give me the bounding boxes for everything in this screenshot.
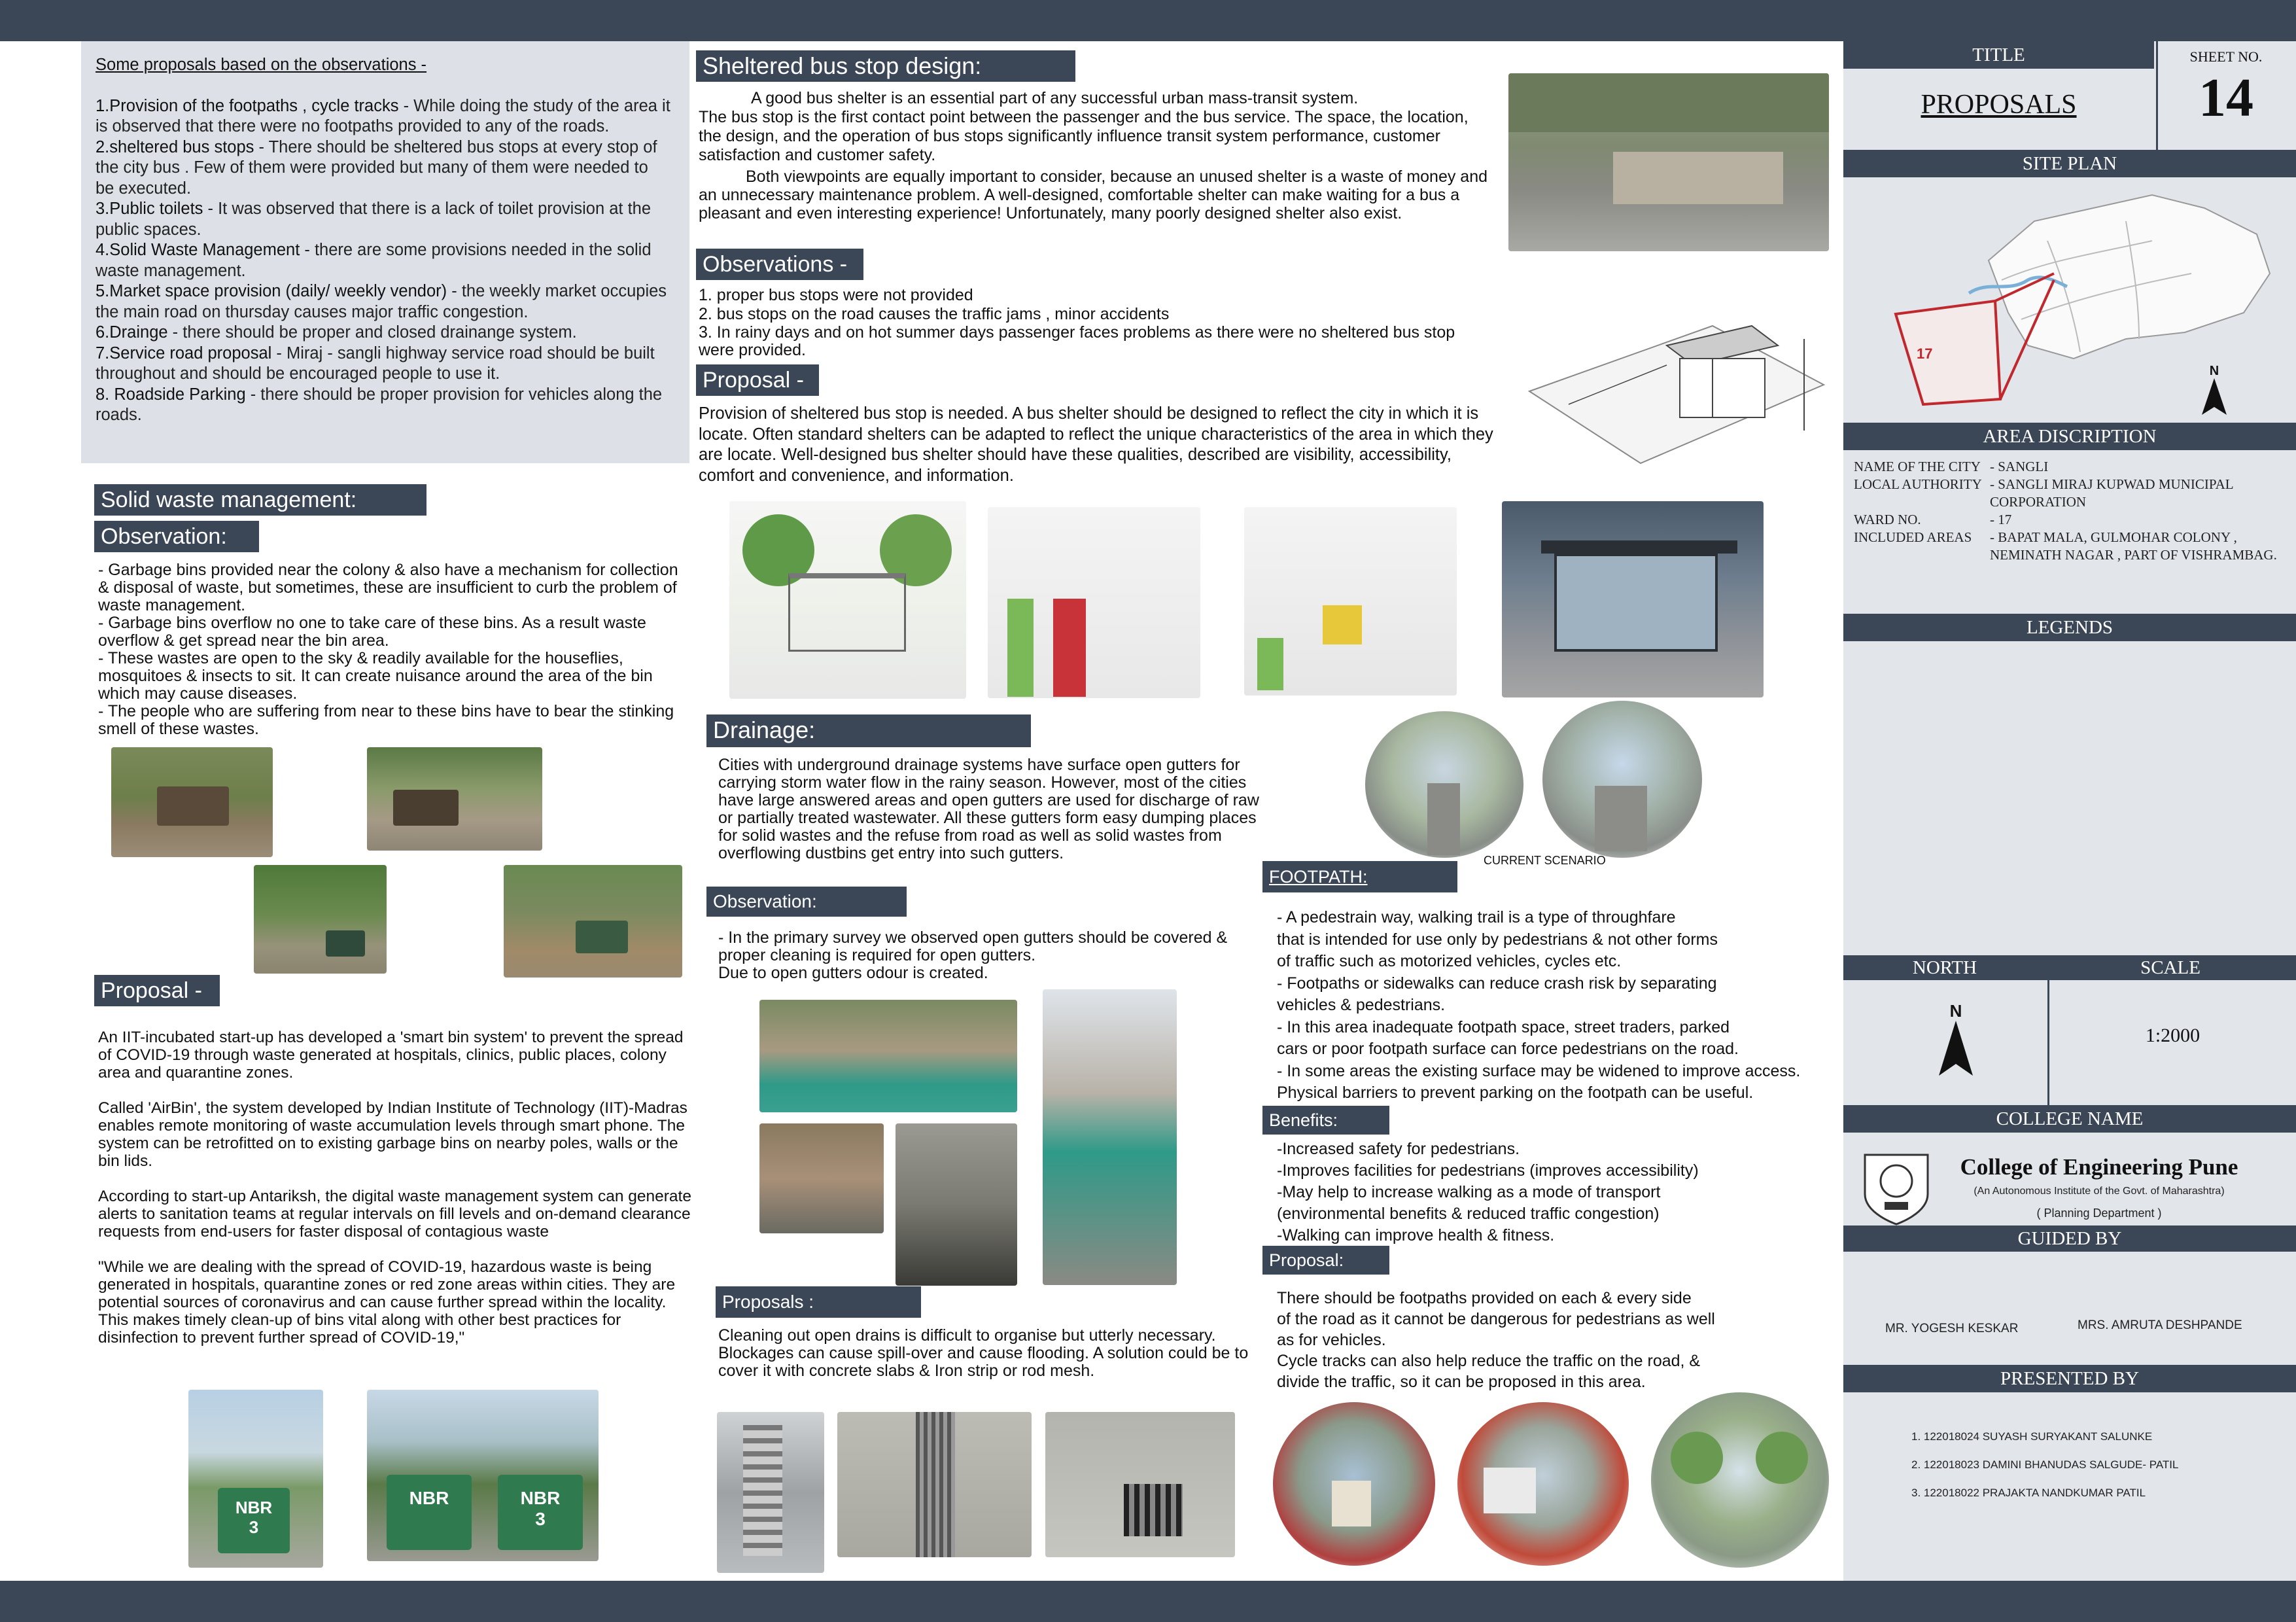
area-value: - SANGLI MIRAJ KUPWAD MUNICIPAL CORPORATION — [1990, 476, 2233, 510]
footpath-proposal-photo-2 — [1457, 1402, 1629, 1566]
intro-item-title: 8. Roadside Parking — [96, 385, 246, 404]
sheet-no-label: SHEET NO. — [2189, 48, 2263, 65]
benefit-line: -Improves facilities for pedestrians (improves accessibility) — [1277, 1161, 1699, 1180]
intro-item-text: - there should be proper provision for vehicles along the roads. — [96, 385, 663, 424]
presented-by-label: PRESENTED BY — [2000, 1368, 2139, 1389]
bus-design-image-4 — [1502, 501, 1764, 697]
intro-item-title: 1.Provision of the footpaths , cycle tracks — [96, 96, 399, 115]
student: 2. 122018023 DAMINI BHANUDAS SALGUDE- PATIL — [1911, 1458, 2179, 1471]
smart-bin-photo-1 — [188, 1390, 323, 1568]
benefit-line: -May help to increase walking as a mode of transport — [1277, 1183, 1661, 1201]
drainage-title: Drainage: — [706, 714, 1031, 747]
bus-design-image-2 — [988, 507, 1200, 698]
bin-label: NBR — [520, 1488, 561, 1508]
swm-obs-line: - These wastes are open to the sky & readily available for the houseflies, mosquitoes & insects to sit. It can create nuisance around the area of the bin which may cause diseases. — [98, 649, 653, 703]
intro-item-title: 2.sheltered bus stops — [96, 137, 254, 156]
current-scenario-caption: CURRENT SCENARIO — [1484, 854, 1606, 867]
area-description-label: AREA DISCRIPTION — [1983, 426, 2157, 447]
bus-intro-text — [699, 89, 1490, 222]
area-row — [1854, 458, 2292, 476]
benefit-line: -Increased safety for pedestrians. — [1277, 1140, 1520, 1158]
guide-1: MR. YOGESH KESKAR — [1885, 1322, 2019, 1335]
students-list — [1911, 1422, 2291, 1507]
sheet-title: PROPOSALS — [1921, 90, 2077, 120]
footpath-title — [1262, 861, 1457, 892]
area-key: NAME OF THE CITY — [1854, 459, 1981, 474]
college-name: College of Engineering Pune — [1960, 1154, 2238, 1180]
footpath-proposal-text — [1277, 1288, 1839, 1392]
drainage-obs-line: - In the primary survey we observed open gutters should be covered & proper cleaning is required for open gutters. — [718, 928, 1228, 964]
guided-by-header — [1843, 1225, 2296, 1252]
college-subtitle: (An Autonomous Institute of the Govt. of Maharashtra) — [1974, 1186, 2225, 1197]
intro-item — [96, 240, 671, 281]
bus-title: Sheltered bus stop design: — [696, 50, 1075, 82]
footpath-prop-line: Cycle tracks can also help reduce the traffic on the road, & — [1277, 1352, 1701, 1370]
swm-prop-para: "While we are dealing with the spread of COVID-19, hazardous waste is being generated in hospitals, quarantine zones or red zone areas within cities. They are potential sources of coronavirus and can cause further spread within the locality. This makes timely clean-up of bins vital along with other best practices for disinfection to prevent further spread of COVID-19," — [98, 1258, 676, 1347]
intro-item-text: - Miraj - sangli highway service road should be built throughout and should be encouraged people to use it. — [96, 344, 655, 383]
swm-observation-text — [98, 561, 687, 738]
north-arrow-icon — [2198, 378, 2231, 415]
garbage-photo-3 — [254, 865, 387, 974]
garbage-photo-1 — [111, 747, 273, 857]
bus-para-1: A good bus shelter is an essential part of any successful urban mass-transit system. — [751, 89, 1359, 107]
current-scenario-photo-1 — [1365, 711, 1523, 858]
bus-stop-photo — [1508, 73, 1829, 251]
intro-item — [96, 96, 671, 137]
ward-label: 17 — [1917, 345, 1933, 362]
intro-item — [96, 199, 671, 240]
bus-obs-line: 3. In rainy days and on hot summer days passenger faces problems as there were no sheltered bus stop were provided. — [699, 323, 1455, 359]
swm-obs-line: - Garbage bins provided near the colony & also have a mechanism for collection & disposal of waste, but sometimes, these are insufficient to curb the problem of waste management. — [98, 561, 678, 614]
footpath-line: that is intended for use only by pedestrians & not other forms — [1277, 930, 1718, 949]
student: 3. 122018022 PRAJAKTA NANDKUMAR PATIL — [1911, 1487, 2146, 1499]
north-label: NORTH — [1912, 957, 1977, 978]
gutter-photo-1 — [759, 1000, 1017, 1112]
legends-header — [1843, 614, 2296, 641]
site-plan-label: SITE PLAN — [2022, 153, 2117, 174]
intro-item — [96, 344, 671, 385]
gutter-photo-4 — [896, 1123, 1017, 1286]
area-key: INCLUDED AREAS — [1854, 529, 1972, 545]
bin-number: 3 — [535, 1509, 546, 1529]
footpath-line: vehicles & pedestrians. — [1277, 996, 1446, 1014]
gutter-photo-3 — [759, 1123, 884, 1233]
bus-observations-text — [699, 286, 1477, 359]
north-scale-header — [1843, 955, 2296, 980]
footpath-prop-line: There should be footpaths provided on each & every side — [1277, 1289, 1692, 1307]
north-letter: N — [1949, 1001, 1962, 1021]
footpath-line: of traffic such as motorized vehicles, cycles etc. — [1277, 952, 1622, 970]
bin-label: NBR — [235, 1498, 273, 1517]
bus-prop-para: Provision of sheltered bus stop is needed. A bus shelter should be designed to reflect the city in which it is locate. Often standard shelters can be adapted to reflect the unique characteristics of the area in which they are locate. Well-designed bus shelter should have these qualities, described are visibility, accessibility, comfort and convenience, and information. — [699, 404, 1493, 485]
footpath-line: cars or poor footpath surface can force pedestrians on the road. — [1277, 1040, 1739, 1058]
current-scenario-photo-2 — [1542, 701, 1702, 858]
intro-item — [96, 385, 671, 426]
intro-item-title: 7.Service road proposal — [96, 344, 272, 362]
drainage-obs-line: Due to open gutters odour is created. — [718, 964, 988, 982]
drainage-prop-para: Cleaning out open drains is difficult to organise but utterly necessary. Blockages can cause spill-over and cause flooding. A solution could be to cover it with concrete slabs & Iron strip or rod mesh. — [718, 1326, 1249, 1380]
area-row — [1854, 511, 2292, 529]
intro-item-text: - the weekly market occupies the main road on thursday causes major traffic congestion. — [96, 282, 667, 321]
drainage-text — [718, 756, 1264, 862]
gutter-photo-2 — [1043, 989, 1177, 1285]
swm-proposal-title: Proposal - — [94, 975, 220, 1006]
drainage-proposals-text — [718, 1327, 1264, 1380]
guide-2: MRS. AMRUTA DESHPANDE — [2078, 1318, 2242, 1332]
site-plan-north-arrow — [2198, 364, 2231, 416]
intro-heading: Some proposals based on the observations - — [96, 56, 427, 74]
area-description — [1854, 458, 2292, 564]
bin-number: 3 — [249, 1517, 259, 1537]
intro-item-text: - It was observed that there is a lack of toilet provision at the public spaces. — [96, 200, 652, 239]
swm-obs-line: - The people who are suffering from near to these bins have to bear the stinking smell of these wastes. — [98, 702, 674, 738]
intro-item-title: 3.Public toilets — [96, 200, 203, 218]
footpath-line: Physical barriers to prevent parking on the footpath can be useful. — [1277, 1084, 1754, 1102]
college-department: ( Planning Department ) — [2036, 1207, 2162, 1220]
drain-cover-photo-3 — [1045, 1412, 1235, 1557]
bus-para-2: Both viewpoints are equally important to consider, because an unused shelter is a waste of money and an unnecessary maintenance problem. A well-designed, comfortable shelter can make waiting for a bus a pleasant and even interesting experience! Unfortunately, many poorly designed shelter also exist. — [699, 167, 1488, 222]
area-key: LOCAL AUTHORITY — [1854, 476, 1982, 492]
intro-item-text: - There should be sheltered bus stops at every stop of the city bus . Few of them were provided but many of them were needed to be executed. — [96, 137, 657, 198]
scale-label: SCALE — [2140, 957, 2200, 978]
intro-item — [96, 137, 671, 200]
bus-design-image-3 — [1244, 507, 1457, 696]
sheet-no-value: 14 — [2199, 67, 2253, 128]
drainage-proposals-title: Proposals : — [716, 1286, 921, 1318]
drainage-observation-title: Observation: — [706, 887, 907, 917]
presented-by-header — [1843, 1365, 2296, 1392]
benefits-title: Benefits: — [1262, 1106, 1389, 1135]
intro-item-text: - While doing the study of the area it is observed that there were no footpaths provided to any of the roads. — [96, 96, 670, 135]
title-label: TITLE — [1972, 44, 2025, 65]
bus-para-1b: The bus stop is the first contact point between the passenger and the bus service. The space, the location, the design, and the operation of bus stops significantly influence transit system performance, customer satisfaction and customer safety. — [699, 108, 1469, 164]
title-block-header — [1843, 41, 2154, 69]
site-plan-header — [1843, 150, 2296, 177]
swm-title: Solid waste management: — [94, 484, 426, 516]
benefits-text — [1277, 1138, 1839, 1246]
top-band — [0, 0, 2296, 41]
swm-prop-para: Called 'AirBin', the system developed by Indian Institute of Technology (IIT)-Madras enables remote monitoring of waste accumulation levels through smart phone. The system can be retrofitted on to existing garbage bins on nearby poles, walls or the bin lids. — [98, 1099, 687, 1170]
swm-obs-line: - Garbage bins overflow no one to take care of these bins. As a result waste overflow & get spread near the bin area. — [98, 614, 646, 650]
footpath-prop-line: divide the traffic, so it can be proposed in this area. — [1277, 1373, 1646, 1391]
bus-proposal-title: Proposal - — [696, 364, 819, 396]
footpath-line: - In some areas the existing surface may be widened to improve access. — [1277, 1061, 1801, 1080]
benefit-line: (environmental benefits & reduced traffic congestion) — [1277, 1205, 1660, 1223]
student: 1. 122018024 SUYASH SURYAKANT SALUNKE — [1911, 1430, 2153, 1443]
intro-item-title: 6.Drainge — [96, 323, 168, 342]
benefit-line: -Walking can improve health & fitness. — [1277, 1226, 1555, 1244]
drainage-observation-text — [718, 929, 1261, 982]
swm-prop-para: An IIT-incubated start-up has developed a 'smart bin system' to prevent the spread of COVID-19 through waste generated at hospitals, clinics, public places, colony area and quarantine zones. — [98, 1029, 684, 1082]
intro-item-text: - there are some provisions needed in the solid waste management. — [96, 241, 652, 280]
bus-shelter-sketch — [1516, 287, 1828, 484]
footpath-proposal-photo-1 — [1273, 1402, 1435, 1566]
bus-design-image-1 — [729, 501, 966, 699]
guided-by-label: GUIDED BY — [2017, 1228, 2122, 1249]
swm-prop-para: According to start-up Antariksh, the digital waste management system can generate alerts to sanitation teams at regular intervals on fill levels and on-demand clearance requests from end-users for faster disposal of contagious waste — [98, 1188, 691, 1241]
area-value: - BAPAT MALA, GULMOHAR COLONY , NEMINATH NAGAR , PART OF VISHRAMBAG. — [1990, 529, 2277, 563]
intro-item-title: 5.Market space provision (daily/ weekly vendor) — [96, 282, 447, 300]
footpath-prop-line: as for vehicles. — [1277, 1331, 1386, 1349]
bus-obs-line: 2. bus stops on the road causes the traffic jams , minor accidents — [699, 305, 1170, 323]
bus-observations-title: Observations - — [696, 249, 863, 280]
bus-obs-line: 1. proper bus stops were not provided — [699, 286, 973, 304]
garbage-photo-2 — [367, 747, 542, 851]
area-description-header — [1843, 423, 2296, 450]
footpath-line: - Footpaths or sidewalks can reduce crash risk by separating — [1277, 974, 1717, 993]
smart-bin-photo-2 — [367, 1390, 599, 1561]
intro-item-text: - there should be proper and closed drainange system. — [167, 323, 577, 342]
footpath-proposal-photo-3 — [1651, 1392, 1829, 1568]
bin-label: NBR — [409, 1488, 449, 1508]
scale-value: 1:2000 — [2145, 1025, 2200, 1046]
footpath-line: - A pedestrain way, walking trail is a type of throughfare — [1277, 908, 1676, 926]
intro-list — [96, 96, 671, 426]
drainage-para: Cities with underground drainage systems have surface open gutters for carrying storm water flow in the rainy season. However, most of the cities have large answered areas and open gutters are used for discharge of raw or partially treated wastewater. All these gutters form easy dumping places for solid wastes and the refuse from road as well as solid wastes from overflowing dustbins get entry into such gutters. — [718, 756, 1259, 862]
area-row — [1854, 529, 2292, 564]
intro-item — [96, 281, 671, 323]
drain-cover-photo-2 — [837, 1412, 1032, 1557]
legends-label: LEGENDS — [2026, 617, 2113, 638]
footpath-title-text: FOOTPATH: — [1269, 867, 1368, 887]
footpath-proposal-title: Proposal: — [1262, 1246, 1389, 1275]
college-name-header — [1843, 1105, 2296, 1133]
footpath-line: - In this area inadequate footpath space, street traders, parked — [1277, 1017, 1730, 1036]
college-name-label: COLLEGE NAME — [1996, 1108, 2144, 1129]
intro-item — [96, 323, 671, 344]
swm-proposal-text — [98, 1029, 693, 1347]
site-plan-north-letter: N — [2209, 364, 2219, 378]
bottom-band — [0, 1581, 2296, 1622]
bus-proposal-text — [699, 404, 1503, 486]
footpath-text — [1277, 907, 1839, 1104]
area-key: WARD NO. — [1854, 512, 1921, 527]
intro-item-title: 4.Solid Waste Management — [96, 241, 300, 259]
area-value: - 17 — [1990, 512, 2012, 527]
drain-cover-photo-1 — [717, 1412, 824, 1573]
intro-text — [96, 55, 671, 426]
footpath-prop-line: of the road as it cannot be dangerous for pedestrians as well — [1277, 1310, 1715, 1328]
area-row — [1854, 476, 2292, 511]
garbage-photo-4 — [504, 865, 682, 978]
swm-observation-title: Observation: — [94, 521, 259, 552]
area-value: - SANGLI — [1990, 459, 2049, 474]
north-arrow — [1936, 1001, 1975, 1080]
north-arrow-icon — [1936, 1021, 1975, 1076]
